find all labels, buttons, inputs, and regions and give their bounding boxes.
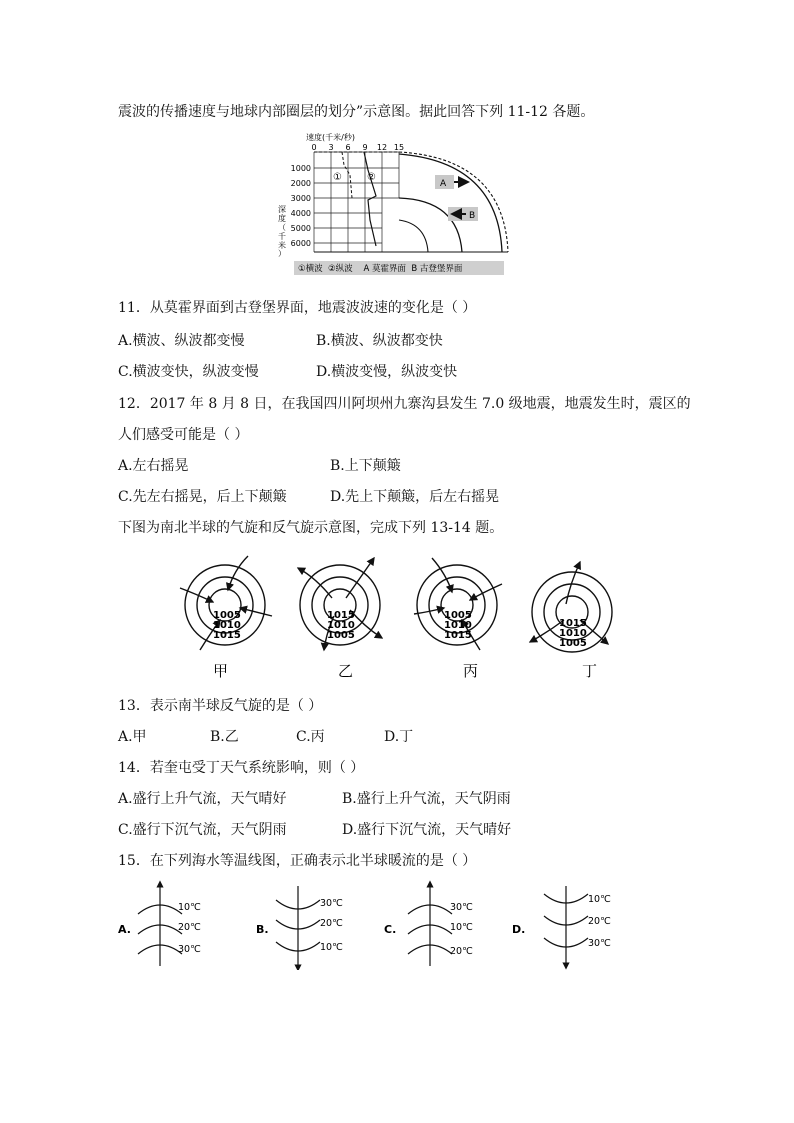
speed-ticks [311,143,404,152]
jia-isobar-3: 1015 [213,630,241,641]
q14-option-d: D.盛行下沉气流，天气晴好 [342,822,512,838]
bing-isobar-3: 1015 [444,630,472,641]
q14-option-b: B.盛行上升气流，天气阴雨 [342,791,511,807]
isotherm-d-temp-1: 10℃ [588,894,611,905]
depth-tick: 6000 [290,239,311,248]
isotherm-a-temp-3: 30℃ [178,944,201,955]
q12-stem-line2: 人们感受可能是（ ） [118,427,249,443]
isotherm-d-temp-3: 30℃ [588,938,611,949]
intro-cyclone-text: 下图为南北半球的气旋和反气旋示意图，完成下列 13-14 题。 [118,520,504,536]
depth-axis-label [278,205,286,258]
jia-isobar-1: 1005 [213,610,241,621]
depth-label-char: ） [278,249,286,258]
isotherm-c-temp-1: 30℃ [450,902,473,913]
depth-label-char: 度 [278,214,286,223]
q13-option-d: D.丁 [384,729,414,745]
depth-label-char: 深 [278,205,286,214]
ding-label: 丁 [582,662,598,680]
intro-seismic-text: 震波的传播速度与地球内部圈层的划分”示意图。据此回答下列 11-12 各题。 [118,104,595,120]
p-wave-curve [364,152,376,246]
isotherm-c-temp-3: 20℃ [450,946,473,957]
speed-tick: 0 [311,143,317,152]
moho-label: A [440,179,447,189]
yi-isobar-3: 1005 [327,630,355,641]
speed-tick: 6 [345,143,351,152]
yi-isobar-2: 1010 [327,620,355,631]
isotherm-diagram-c [408,884,452,966]
speed-tick: 15 [393,143,405,152]
isotherm-a-temp-1: 10℃ [178,902,201,913]
q11-option-c: C.横波变快，纵波变慢 [118,364,259,380]
bing-label: 丙 [463,662,479,680]
depth-tick: 3000 [290,194,311,203]
jia-isobar-2: 1010 [213,620,241,631]
isotherm-diagram-b [276,886,320,968]
ding-isobar-3: 1005 [559,638,587,649]
q13-option-b: B.乙 [210,729,239,745]
q12-option-a: A.左右摇晃 [118,458,189,474]
isotherm-d-temp-2: 20℃ [588,916,611,927]
jia-label: 甲 [213,662,229,680]
speed-tick: 9 [362,143,368,152]
bing-isobar-2: 1010 [444,620,472,631]
q12-option-d: D.先上下颠簸，后左右摇晃 [330,489,500,505]
q15-stem: 15．在下列海水等温线图，正确表示北半球暖流的是（ ） [118,853,477,869]
figure-legend: ①横波 ②纵波 A 莫霍界面 B 古登堡界面 [298,264,463,274]
isotherm-diagram-d [544,886,588,966]
isotherm-a-temp-2: 20℃ [178,922,201,933]
depth-tick: 1000 [290,164,311,173]
mantle-core-arc [399,198,462,252]
q12-option-c: C.先左右摇晃，后上下颠簸 [118,489,287,505]
q12-option-b: B.上下颠簸 [330,458,401,474]
seismic-wave-figure [276,130,510,278]
inner-core-arc [399,220,428,252]
isotherm-option-b-label: B. [256,923,269,936]
depth-tick: 4000 [290,209,311,218]
ding-isobar-1: 1015 [559,618,587,629]
q14-option-c: C.盛行下沉气流，天气阴雨 [118,822,287,838]
q14-option-a: A.盛行上升气流，天气晴好 [118,791,287,807]
speed-depth-grid [314,152,399,252]
depth-tick: 2000 [290,179,311,188]
depth-label-char: 米 [278,241,286,250]
isotherm-b-temp-1: 30℃ [320,898,343,909]
bing-isobar-1: 1005 [444,610,472,621]
earth-surface-arc [399,154,502,252]
isotherm-c-temp-2: 10℃ [450,922,473,933]
depth-ticks [291,164,311,248]
speed-tick: 3 [328,143,334,152]
isotherm-b-temp-3: 10℃ [320,942,343,953]
isotherm-option-d-label: D. [512,923,526,936]
depth-tick: 5000 [290,224,311,233]
isotherm-figure [112,880,632,970]
s-wave-curve [342,152,352,198]
depth-label-char: （ [278,223,286,232]
depth-label-char: 千 [278,232,286,241]
speed-tick: 12 [376,143,388,152]
q13-option-a: A.甲 [118,729,147,745]
speed-axis-title: 速度(千米/秒) [306,133,355,142]
ding-isobar-2: 1010 [559,628,587,639]
earth-outer-arc [314,152,508,252]
q11-option-d: D.横波变慢，纵波变快 [316,364,458,380]
yi-label: 乙 [338,662,354,680]
q13-stem: 13．表示南半球反气旋的是（ ） [118,698,323,714]
q12-stem-line1: 12．2017 年 8 月 8 日，在我国四川阿坝州九寨沟县发生 7.0 级地震，地震发生时，震区的 [118,396,691,412]
isotherm-diagram-a [138,884,182,966]
isotherm-option-c-label: C. [384,923,397,936]
isotherm-b-temp-2: 20℃ [320,918,343,929]
q13-option-c: C.丙 [296,729,325,745]
q14-stem: 14．若奎屯受丁天气系统影响，则（ ） [118,760,365,776]
q11-stem: 11．从莫霍界面到古登堡界面，地震波波速的变化是（ ） [118,300,477,316]
q11-option-b: B.横波、纵波都变快 [316,333,443,349]
cyclone-anticyclone-figure [170,548,630,688]
wave-1-marker: ① [333,172,342,183]
yi-isobar-1: 1015 [327,610,355,621]
gutenberg-label: B [469,211,476,221]
wave-2-marker: ② [367,172,376,183]
q11-option-a: A.横波、纵波都变慢 [118,333,245,349]
isotherm-option-a-label: A. [118,923,131,936]
